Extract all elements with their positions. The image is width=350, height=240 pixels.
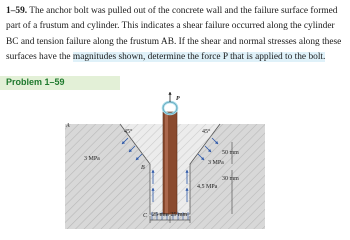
point-c-label: C: [143, 213, 148, 219]
stress-right-label: 3 MPa: [208, 160, 224, 166]
dim-bottom-label: 30 mm: [222, 176, 239, 182]
anchor-bolt-figure: [0, 92, 350, 229]
point-b-label: B: [141, 165, 145, 171]
angle-right-label: 45°: [202, 129, 211, 135]
problem-statement: [6, 4, 346, 65]
point-a-label: A: [66, 123, 70, 129]
dim-width-label: 25 mm 25 mm: [152, 212, 188, 218]
angle-left-label: 45°: [124, 129, 133, 135]
problem-body: The anchor bolt was pulled out of the concrete wall and the failure surface formed part of a frustum and cylinder. This indicates a shear failure occurred along the cylinder BC and tension failure along the frustum AB. If the shear and normal stresses along these surfaces have the: [6, 6, 342, 62]
shear-stress-label: 4.5 MPa: [197, 184, 218, 190]
stress-left-label: 3 MPa: [84, 156, 100, 162]
force-label: P: [176, 96, 180, 102]
problem-number: 1–59.: [6, 6, 28, 16]
problem-label: Problem 1–59: [6, 77, 65, 87]
problem-highlight: magnitudes shown, determine the force P that is applied to the bolt.: [72, 51, 326, 62]
dim-top-label: 50 mm: [222, 150, 239, 156]
